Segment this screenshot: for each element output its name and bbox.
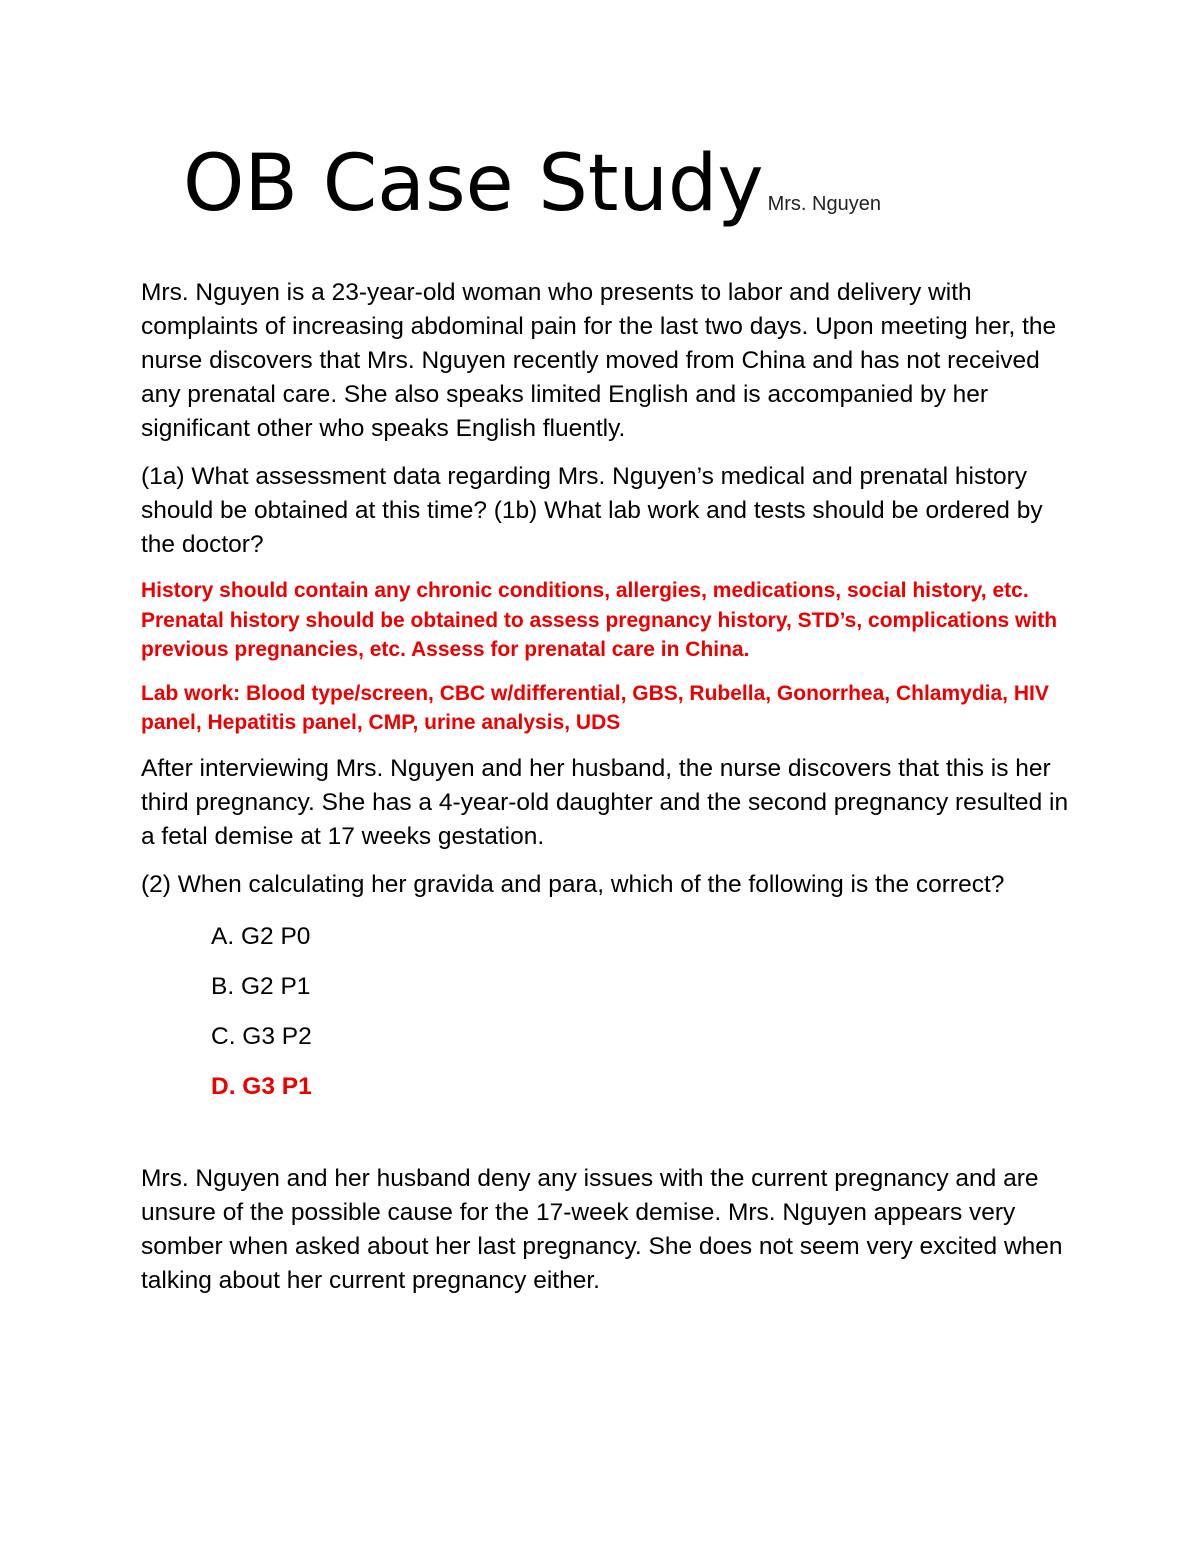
option-b: B. G2 P1 [211, 972, 311, 1000]
intro-paragraph: Mrs. Nguyen is a 23-year-old woman who presents to labor and delivery with complaints of increasing abdominal pain for the last two days. Upon meeting her, the nurse discovers that Mrs. Nguyen recently moved from China and has not received any prenatal care. She also speaks limited English and is accompanied by her significant other who speaks English fluently. [141, 279, 1057, 442]
question-1: (1a) What assessment data regarding Mrs. Nguyen’s medical and prenatal history should be obtained at this time? (1b) What lab work and tests should be ordered by the doctor? [141, 463, 1043, 558]
option-a: A. G2 P0 [211, 922, 311, 950]
document-body [141, 276, 1071, 1312]
option-c: C. G3 P2 [211, 1022, 312, 1050]
answer-options [211, 920, 1071, 1104]
answer-1a: History should contain any chronic conditions, allergies, medications, social history, etc. Prenatal history should be obtained to assess pregnancy history, STD’s, complications with previous pregnancies, etc. Assess for prenatal care in China. [141, 579, 1058, 661]
interview-paragraph: After interviewing Mrs. Nguyen and her husband, the nurse discovers that this is her third pregnancy. She has a 4-year-old daughter and the second pregnancy resulted in a fetal demise at 17 weeks gestation. [141, 754, 1069, 850]
answer-1b: Lab work: Blood type/screen, CBC w/differential, GBS, Rubella, Gonorrhea, Chlamydia, HIV panel, Hepatitis panel, CMP, urine analysis, UDS [141, 681, 1049, 734]
option-d-correct: D. G3 P1 [211, 1072, 312, 1100]
page-header [183, 139, 881, 229]
page-title: OB Case Study [183, 139, 764, 229]
page-subtitle: Mrs. Nguyen [767, 193, 881, 215]
question-2: (2) When calculating her gravida and para, which of the following is the correct? [141, 870, 1005, 898]
closing-paragraph: Mrs. Nguyen and her husband deny any issues with the current pregnancy and are unsure of the possible cause for the 17-week demise. Mrs. Nguyen appears very somber when asked about her last pregnancy. She does not seem very excited when talking about her current pregnancy either. [141, 1164, 1063, 1294]
spacer [141, 1120, 1071, 1162]
